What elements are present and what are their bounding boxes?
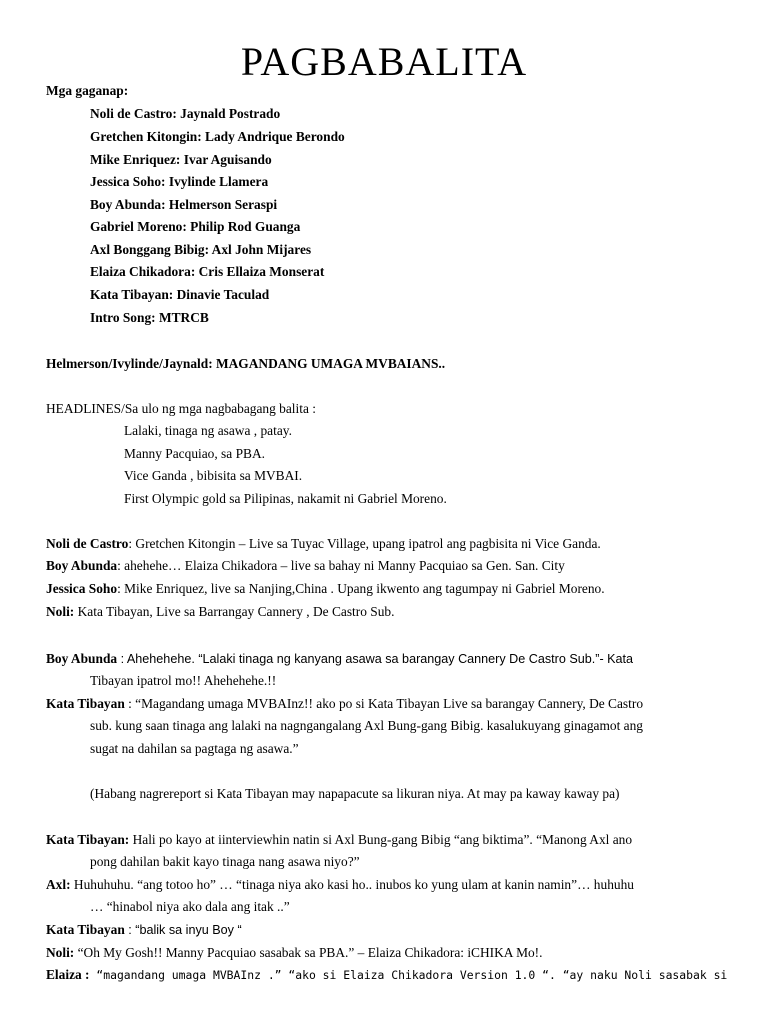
dialogue-continuation: sugat na dahilan sa pagtaga ng asawa.” xyxy=(90,741,299,756)
dialogue-continuation: pong dahilan bakit kayo tinaga nang asawa niyo?” xyxy=(90,854,360,869)
dialogue-continuation: sub. kung saan tinaga ang lalaki na nagngangalang Axl Bung-gang Bibig. kasalukuyang ginagamot ang xyxy=(90,718,643,733)
dialogue-line xyxy=(46,831,632,849)
speaker-name: Boy Abunda xyxy=(46,558,118,573)
speaker-name: Noli: xyxy=(46,604,75,619)
dialogue-quote: “Lalaki tinaga ng kanyang asawa sa barangay Cannery De Castro Sub.”- Kata xyxy=(198,652,634,666)
assignment-text: Kata Tibayan, Live sa Barrangay Cannery , De Castro Sub. xyxy=(74,604,395,619)
assignment-text: : ahehehe… Elaiza Chikadora – live sa bahay ni Manny Pacquiao sa Gen. San. City xyxy=(117,558,565,573)
dialogue-text: : “balik sa inyu Boy “ xyxy=(124,923,242,937)
assignment-text: : Gretchen Kitongin – Live sa Tuyac Village, upang ipatrol ang pagbisita ni Vice Ganda. xyxy=(128,536,601,551)
dialogue-text: Hali po kayo at iinterviewhin natin si Axl Bung-gang Bibig “ang biktima”. “Manong Axl ano xyxy=(129,832,633,847)
dialogue-text: : “Magandang umaga MVBAInz!! ako po si Kata Tibayan Live sa barangay Cannery, De Castro xyxy=(124,696,644,711)
dialogue-line xyxy=(46,695,643,713)
cast-item: Boy Abunda: Helmerson Seraspi xyxy=(90,197,278,212)
assignment-line xyxy=(46,535,601,553)
dialogue-line xyxy=(46,876,634,894)
cast-item: Mike Enriquez: Ivar Aguisando xyxy=(90,152,272,167)
headline-item: Vice Ganda , bibisita sa MVBAI. xyxy=(124,468,303,483)
speaker-name: Elaiza : xyxy=(46,967,90,982)
dialogue-text: “Oh My Gosh!! Manny Pacquiao sasabak sa PBA.” – Elaiza Chikadora: iCHIKA Mo!. xyxy=(74,945,543,960)
assignment-line xyxy=(46,580,605,598)
cast-item: Jessica Soho: Ivylinde Llamera xyxy=(90,174,269,189)
cast-item: Intro Song: MTRCB xyxy=(90,310,209,325)
assignment-text: : Mike Enriquez, live sa Nanjing,China . Upang ikwento ang tagumpay ni Gabriel Moreno. xyxy=(117,581,605,596)
headline-item: Manny Pacquiao, sa PBA. xyxy=(124,446,265,461)
cast-item: Gabriel Moreno: Philip Rod Guanga xyxy=(90,219,301,234)
dialogue-text: “magandang umaga MVBAInz .” “ako si Elaiza Chikadora Version 1.0 “. “ay naku Noli sasabak si xyxy=(89,968,728,982)
headline-item: Lalaki, tinaga ng asawa , patay. xyxy=(124,423,292,438)
speaker-name: Jessica Soho xyxy=(46,581,118,596)
dialogue-line xyxy=(46,650,633,668)
stage-direction: (Habang nagrereport si Kata Tibayan may napapacute sa likuran niya. At may pa kaway kaway pa) xyxy=(90,786,620,801)
cast-item: Gretchen Kitongin: Lady Andrique Berondo xyxy=(90,129,345,144)
cast-heading: Mga gaganap: xyxy=(46,83,129,98)
speaker-name: Noli: xyxy=(46,945,75,960)
document-title: PAGBABALITA xyxy=(240,39,528,84)
dialogue-line xyxy=(46,944,542,962)
dialogue-text: : Ahehehehe. xyxy=(117,652,199,666)
cast-item: Kata Tibayan: Dinavie Taculad xyxy=(90,287,270,302)
dialogue-line xyxy=(46,966,727,984)
headlines-intro: HEADLINES/Sa ulo ng mga nagbabagang balita : xyxy=(46,401,316,416)
dialogue-continuation: … “hinabol niya ako dala ang itak ..” xyxy=(90,899,290,914)
speaker-name: Axl: xyxy=(46,877,71,892)
headline-item: First Olympic gold sa Pilipinas, nakamit ni Gabriel Moreno. xyxy=(124,491,447,506)
greeting-line: Helmerson/Ivylinde/Jaynald: MAGANDANG UMAGA MVBAIANS.. xyxy=(46,356,446,371)
speaker-name: Noli de Castro xyxy=(46,536,129,551)
dialogue-text: Huhuhuhu. “ang totoo ho” … “tinaga niya ako kasi ho.. inubos ko yung ulam at kanin namin”… huhuhu xyxy=(70,877,634,892)
speaker-name: Kata Tibayan xyxy=(46,696,125,711)
dialogue-continuation: Tibayan ipatrol mo!! Ahehehehe.!! xyxy=(90,673,277,688)
assignment-line xyxy=(46,603,394,621)
cast-item: Elaiza Chikadora: Cris Ellaiza Monserat xyxy=(90,264,325,279)
speaker-name: Kata Tibayan: xyxy=(46,832,130,847)
speaker-name: Kata Tibayan xyxy=(46,922,125,937)
cast-item: Noli de Castro: Jaynald Postrado xyxy=(90,106,281,121)
cast-item: Axl Bonggang Bibig: Axl John Mijares xyxy=(90,242,312,257)
speaker-name: Boy Abunda xyxy=(46,651,118,666)
assignment-line xyxy=(46,557,565,575)
dialogue-line xyxy=(46,921,242,939)
